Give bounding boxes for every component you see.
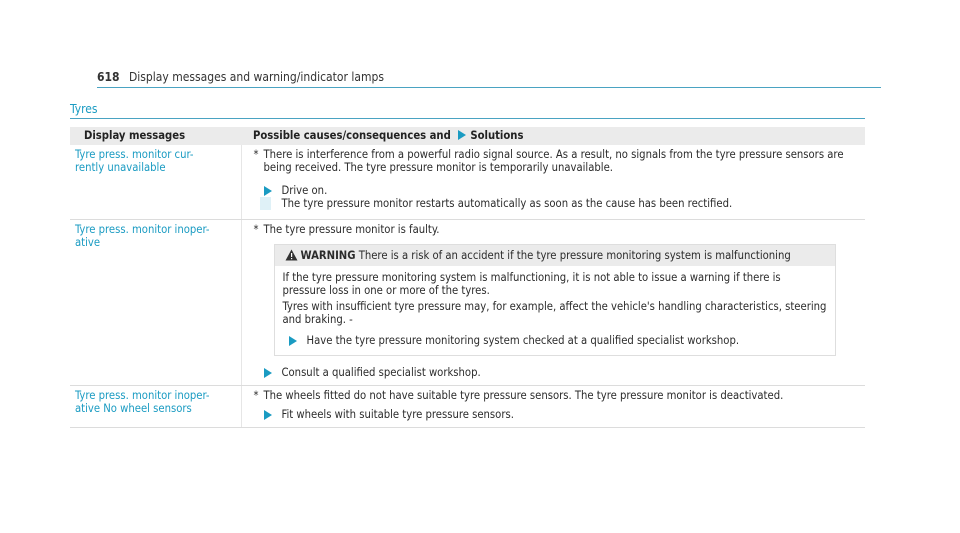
cause-cell	[241, 220, 865, 386]
message-cell	[70, 386, 241, 428]
cause-cell	[241, 386, 865, 428]
arrow-right-icon	[289, 336, 297, 346]
solution-result	[252, 197, 856, 210]
warning-solution-text: Have the tyre pressure monitoring system checked at a qualified specialist workshop.	[306, 334, 740, 347]
table-row	[70, 145, 865, 220]
warning-box	[274, 244, 836, 356]
page-number: 618	[97, 70, 120, 84]
arrow-right-icon	[458, 130, 466, 140]
cause-line	[252, 223, 856, 236]
message-cell	[70, 220, 241, 386]
display-message-text: Tyre press. monitor cur- rently unavailable	[75, 148, 194, 174]
message-cell	[70, 145, 241, 220]
solution-text: Consult a qualified specialist workshop.	[281, 366, 481, 379]
warning-paragraph: Tyres with insufficient tyre pressure may, for example, affect the vehicle's handling characteristics, steering and braking. -	[282, 300, 827, 326]
section-title: Tyres	[70, 102, 98, 116]
cause-text: There is interference from a powerful radio signal source. As a result, no signals from the tyre pressure sensors are being received. The tyre pressure monitor is temporarily unavailable.	[263, 148, 844, 174]
solution-text: Drive on.	[281, 184, 328, 197]
asterisk-marker: *	[253, 389, 259, 402]
col-header-causes-text: Possible causes/consequences and	[253, 129, 451, 142]
col-header-display-messages: Display messages	[70, 127, 241, 145]
cause-cell	[241, 145, 865, 220]
warning-body	[275, 266, 835, 355]
arrow-right-icon	[264, 186, 272, 196]
warning-solution-step	[283, 334, 827, 347]
warning-title: WARNING	[300, 249, 356, 262]
cause-text: The wheels fitted do not have suitable tyre pressure sensors. The tyre pressure monitor is deactivated.	[263, 389, 784, 402]
warning-paragraph: If the tyre pressure monitoring system is malfunctioning, it is not able to issue a warning if there is pressure loss in one or more of the tyres.	[282, 271, 781, 297]
header-rule	[97, 87, 881, 88]
table-row	[70, 220, 865, 386]
page-header-title: Display messages and warning/indicator lamps	[128, 70, 384, 84]
page-header	[97, 70, 384, 84]
display-messages-table	[70, 127, 865, 428]
col-header-causes-solutions	[241, 127, 865, 145]
table-header-row	[70, 127, 865, 145]
solution-step	[252, 408, 856, 421]
result-marker	[260, 197, 271, 210]
arrow-right-icon	[264, 410, 272, 420]
warning-heading: There is a risk of an accident if the tyre pressure monitoring system is malfunctioning	[358, 249, 791, 262]
display-message-text: Tyre press. monitor inoper- ative No wheel sensors	[75, 389, 210, 415]
table-row	[70, 386, 865, 428]
warning-triangle-icon	[285, 249, 298, 261]
solution-text: Fit wheels with suitable tyre pressure sensors.	[281, 408, 514, 421]
section-rule	[70, 118, 865, 119]
display-message-text: Tyre press. monitor inoper- ative	[75, 223, 210, 249]
solution-step	[252, 366, 856, 379]
solution-step	[252, 184, 856, 197]
warning-header	[275, 245, 835, 266]
asterisk-marker: *	[253, 223, 259, 236]
cause-text: The tyre pressure monitor is faulty.	[263, 223, 440, 236]
cause-line	[252, 389, 856, 402]
solution-result-text: The tyre pressure monitor restarts automatically as soon as the cause has been rectified.	[281, 197, 733, 210]
cause-line	[252, 148, 856, 174]
col-header-solutions-text: Solutions	[470, 129, 524, 142]
asterisk-marker: *	[253, 148, 259, 161]
arrow-right-icon	[264, 368, 272, 378]
